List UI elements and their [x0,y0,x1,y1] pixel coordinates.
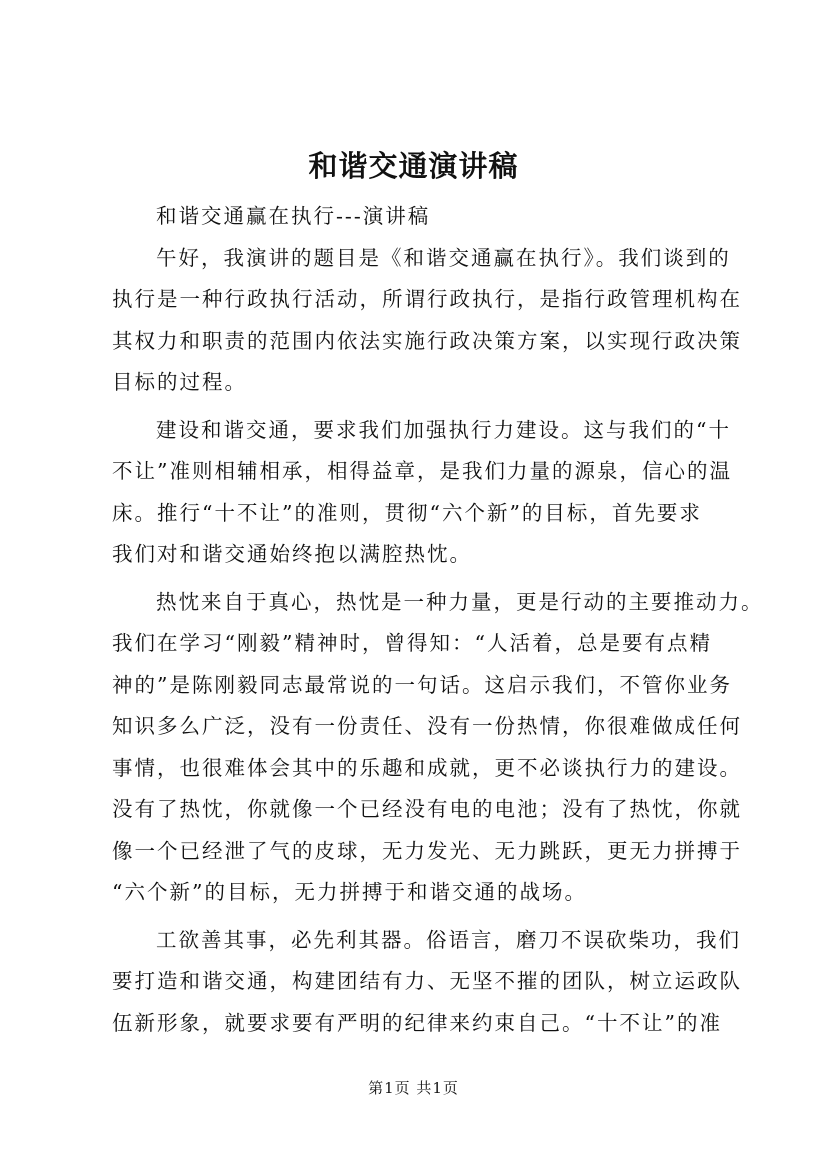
text-line: 神的”是陈刚毅同志最常说的一句话。这启示我们，不管你业务 [112,672,732,697]
text-line: 热忱来自于真心，热忱是一种力量，更是行动的主要推动力。 [156,589,764,614]
text-line: 床。推行“十不让”的准则，贯彻“六个新”的目标，首先要求 [112,500,702,525]
text-line: 午好，我演讲的题目是《和谐交通赢在执行》。我们谈到的 [156,245,731,270]
text-line: 我们在学习“刚毅”精神时，曾得知：“人活着，总是要有点精 [112,631,712,655]
text-line: “六个新”的目标，无力拼搏于和谐交通的战场。 [112,880,587,904]
text-line: 不让”准则相辅相承，相得益章，是我们力量的源泉，信心的温 [112,459,732,483]
text-line: 没有了热忱，你就像一个已经没有电的电池；没有了热忱，你就 [112,797,742,821]
text-line: 建设和谐交通，要求我们加强执行力建设。这与我们的“十 [156,417,731,442]
text-line: 目标的过程。 [112,370,247,394]
document-body [112,196,764,1044]
document-title: 和谐交通演讲稿 [308,149,519,183]
text-line: 知识多么广泛，没有一份责任、没有一份热情，你很难做成任何 [112,714,742,738]
text-line: 伍新形象，就要求要有严明的纪律来约束自己。“十不让”的准 [112,1010,722,1035]
text-line: 执行是一种行政执行活动，所谓行政执行，是指行政管理机构在 [112,287,742,311]
text-line: 工欲善其事，必先利其器。俗语言，磨刀不误砍柴功，我们 [156,927,741,952]
text-line: 我们对和谐交通始终抱以满腔热忱。 [112,542,472,566]
text-line: 要打造和谐交通，构建团结有力、无坚不摧的团队，树立运政队 [112,969,742,993]
text-line: 事情，也很难体会其中的乐趣和成就，更不必谈执行力的建设。 [112,755,742,780]
text-line: 其权力和职责的范围内依法实施行政决策方案，以实现行政决策 [112,328,742,353]
page-number-footer: 第1页 共1页 [368,1079,459,1097]
text-line: 像一个已经泄了气的皮球，无力发光、无力跳跃，更无力拼搏于 [112,838,742,863]
subtitle-line: 和谐交通赢在执行---演讲稿 [156,204,431,228]
